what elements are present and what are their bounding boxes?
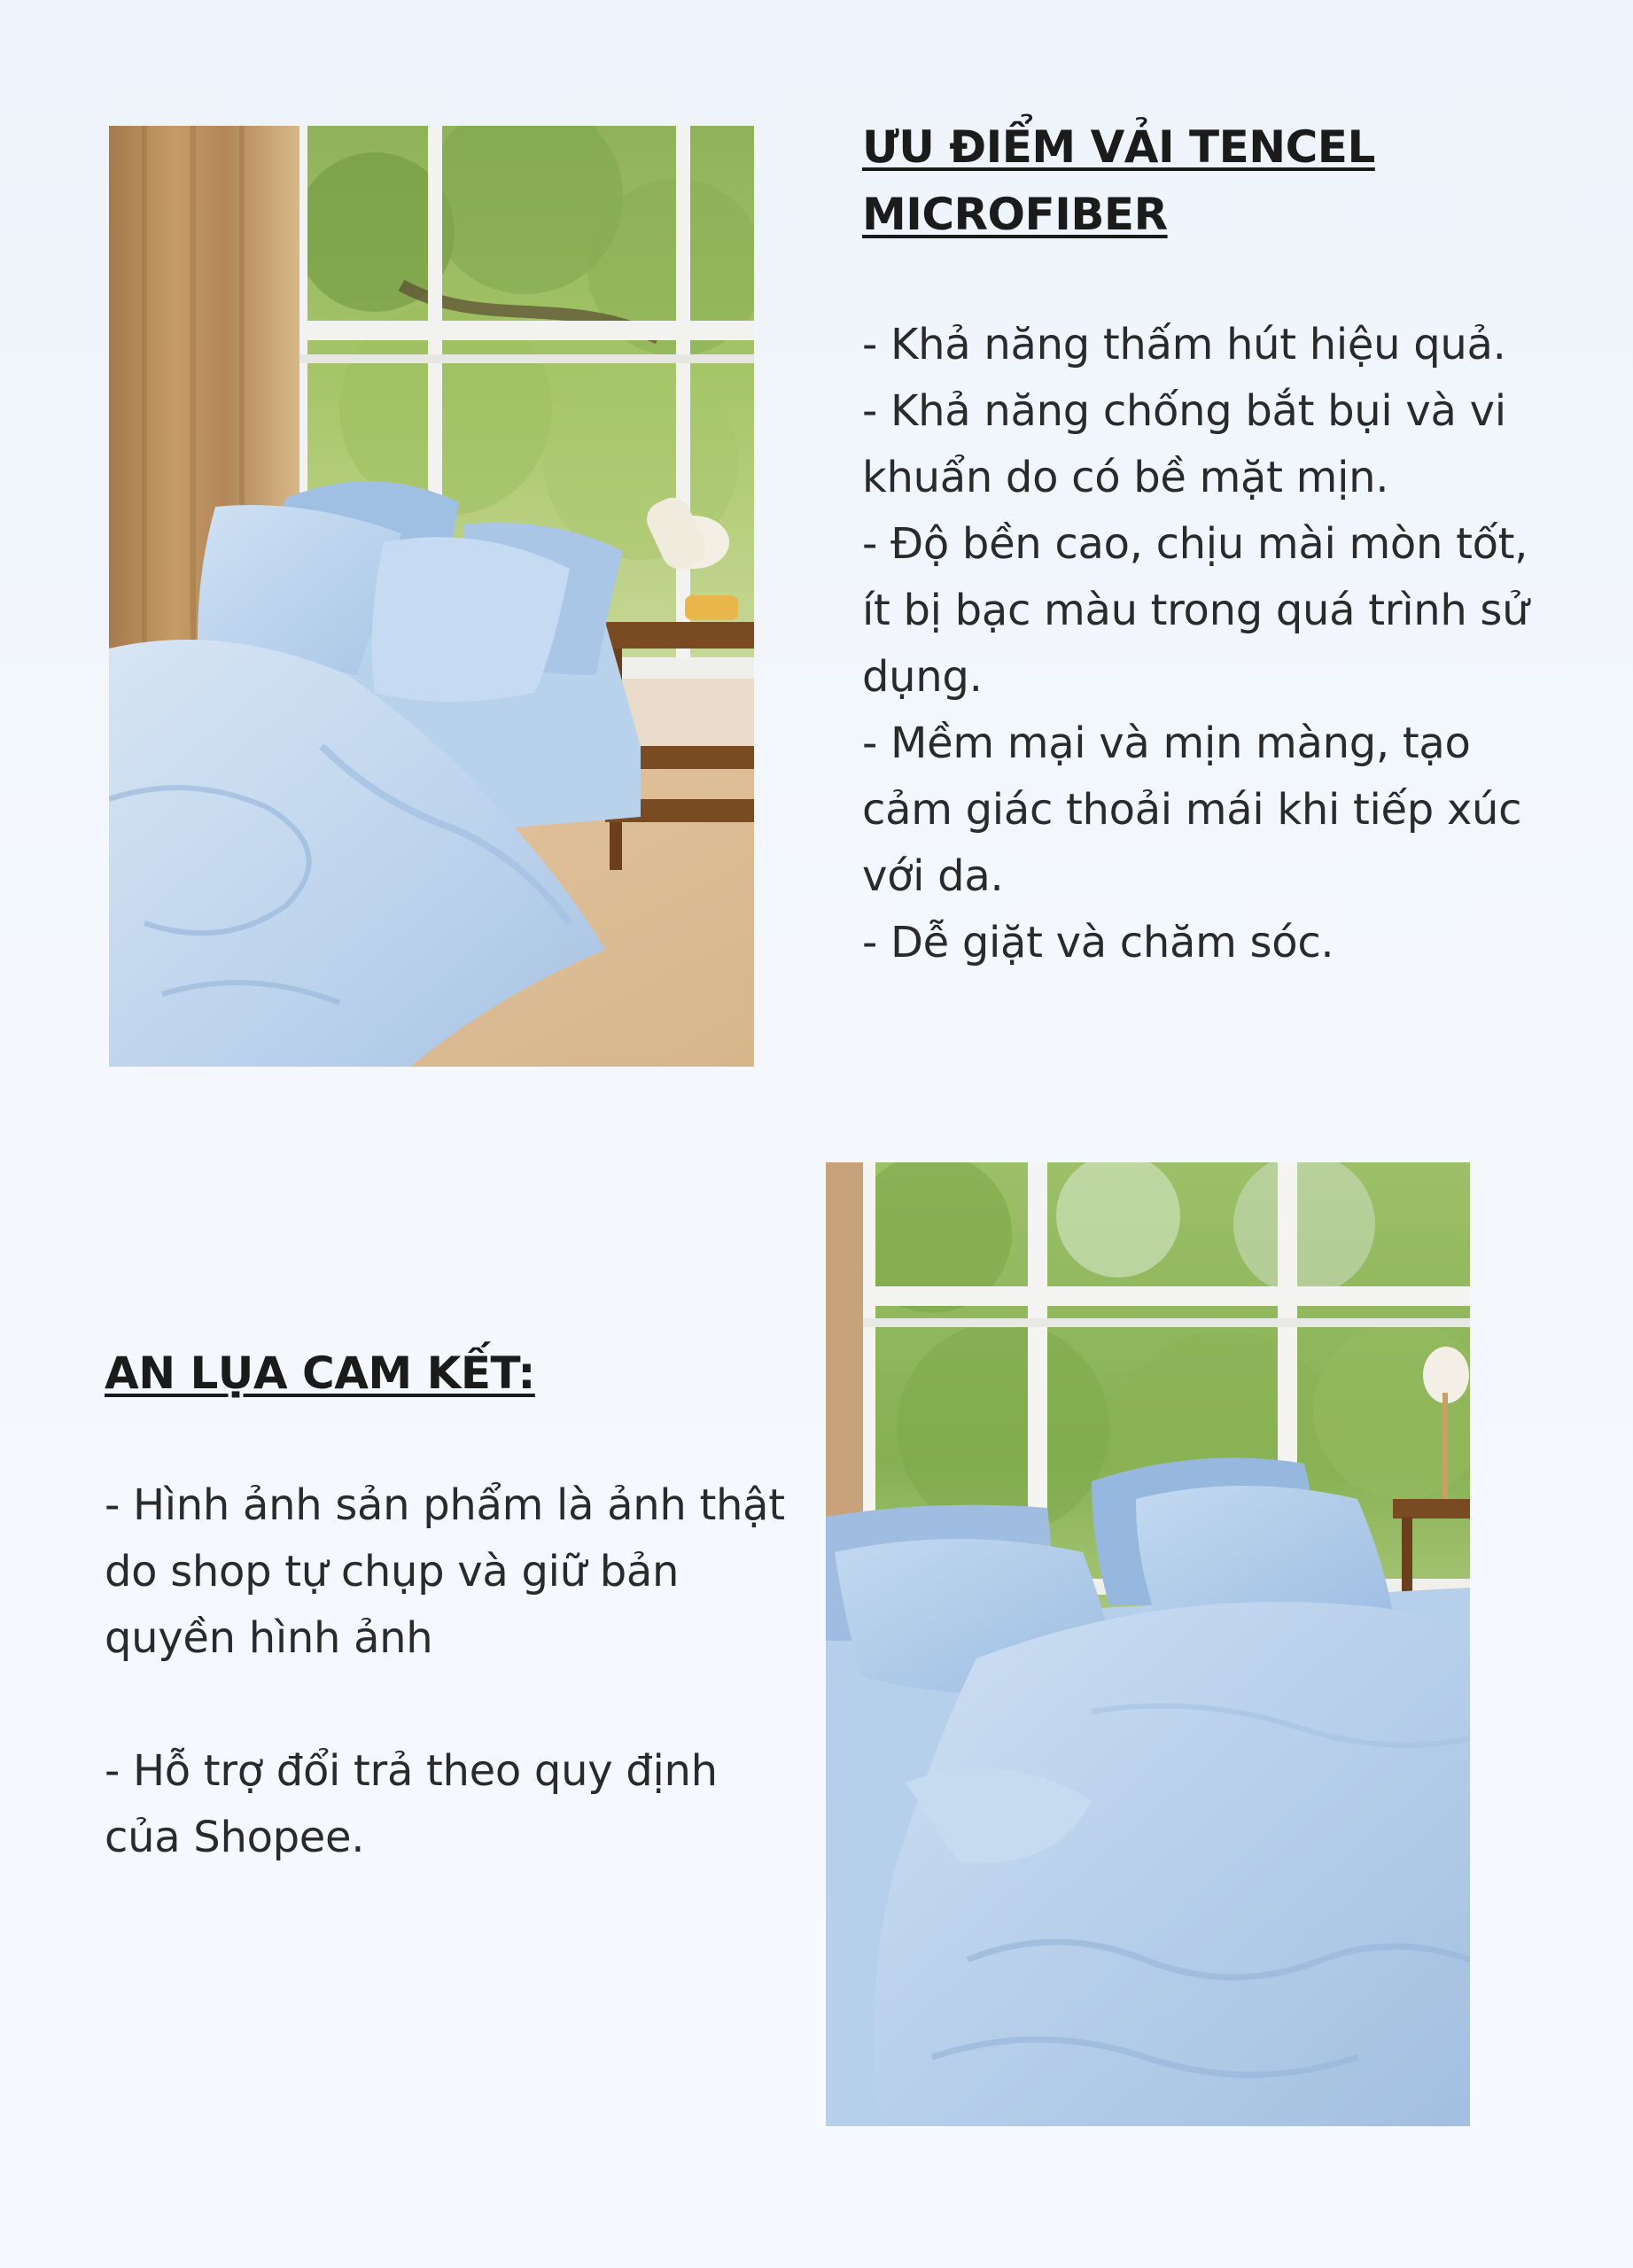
bedroom-photo-2 bbox=[826, 1162, 1470, 2126]
advantage-item-absorbent: - Khả năng thấm hút hiệu quả. bbox=[862, 320, 1506, 369]
bedroom-photo-2-graphic bbox=[826, 1162, 1470, 2126]
advantages-heading-line2: MICROFIBER bbox=[862, 189, 1168, 240]
advantage-item-easy-care: - Dễ giặt và chăm sóc. bbox=[862, 918, 1334, 967]
bedroom-photo-1 bbox=[109, 126, 754, 1067]
commitment-list bbox=[105, 1472, 796, 1871]
bedroom-photo-1-graphic bbox=[109, 126, 754, 1067]
advantages-heading-line1: ƯU ĐIỂM VẢI TENCEL bbox=[862, 121, 1375, 173]
advantages-list bbox=[862, 312, 1553, 976]
commitment-item-returns: - Hỗ trợ đổi trả theo quy định của Shopee. bbox=[105, 1746, 718, 1862]
commitment-item-real-photos: - Hình ảnh sản phẩm là ảnh thật do shop tự chụp và giữ bản quyền hình ảnh bbox=[105, 1480, 785, 1663]
advantage-item-dust-resistant: - Khả năng chống bắt bụi và vi khuẩn do có bề mặt mịn. bbox=[862, 386, 1506, 502]
advantage-item-soft: - Mềm mại và mịn màng, tạo cảm giác thoải mái khi tiếp xúc với da. bbox=[862, 718, 1522, 901]
advantages-section bbox=[862, 113, 1553, 976]
advantage-item-durable: - Độ bền cao, chịu mài mòn tốt, ít bị bạc màu trong quá trình sử dụng. bbox=[862, 519, 1529, 702]
commitment-section bbox=[105, 1340, 796, 1871]
advantages-heading bbox=[862, 113, 1553, 248]
commitment-heading: AN LỤA CAM KẾT: bbox=[105, 1348, 535, 1399]
